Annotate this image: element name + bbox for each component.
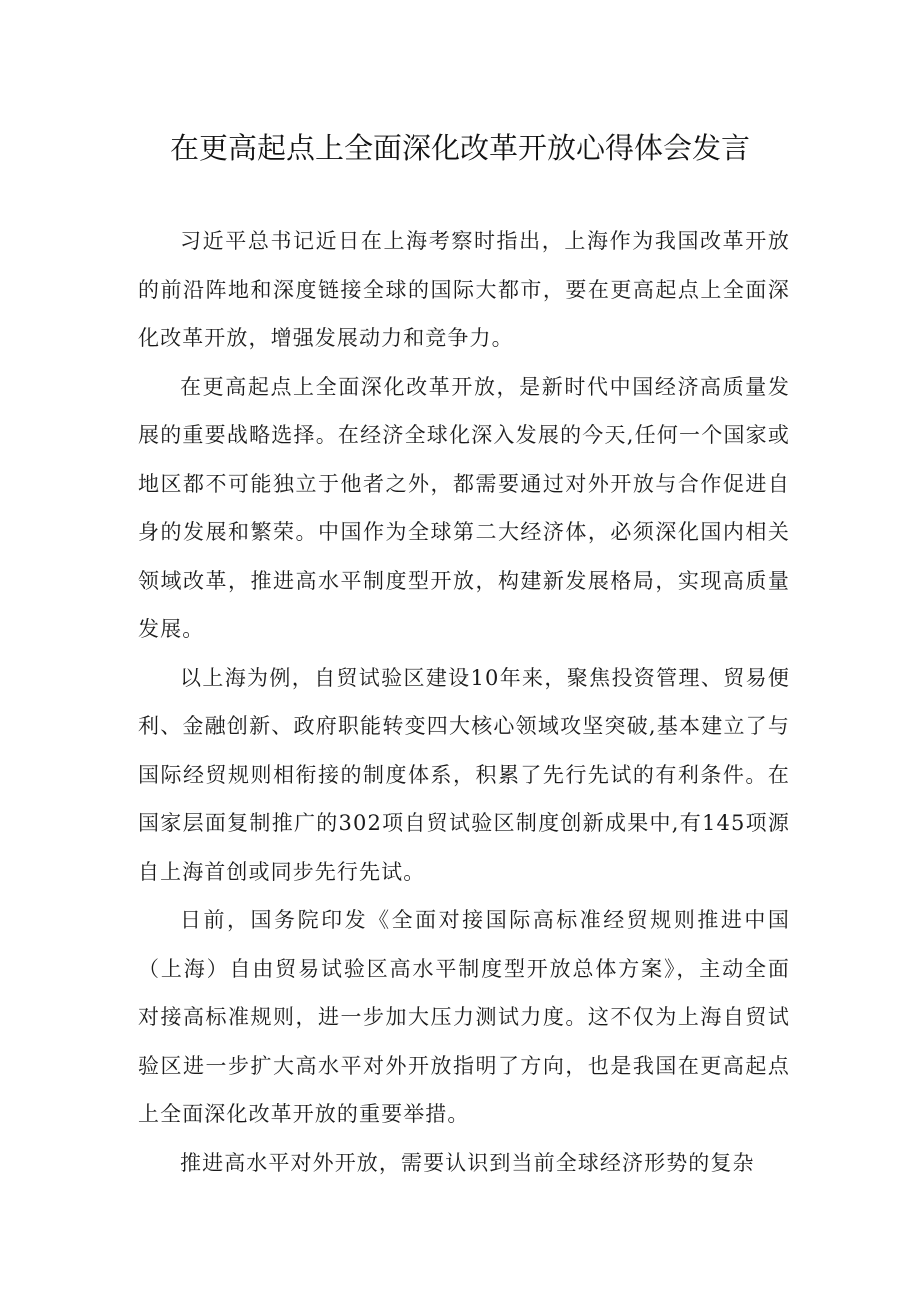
paragraph-3: 以上海为例，自贸试验区建设10年来，聚焦投资管理、贸易便利、金融创新、政府职能转变四大核心领域攻坚突破,基本建立了与国际经贸规则相衔接的制度体系，积累了先行先试的有利条件。在国家层面复制推广的302项自贸试验区制度创新成果中,有145项源自上海首创或同步先行先试。 (138, 665, 790, 884)
document-body (138, 217, 790, 1187)
document-title: 在更高起点上全面深化改革开放心得体会发言 (169, 131, 750, 165)
paragraph-5: 推进高水平对外开放，需要认识到当前全球经济形势的复杂 (180, 1150, 755, 1175)
paragraph-2: 在更高起点上全面深化改革开放，是新时代中国经济高质量发展的重要战略选择。在经济全球化深入发展的今天,任何一个国家或地区都不可能独立于他者之外，都需要通过对外开放与合作促进自身的发展和繁荣。中国作为全球第二大经济体，必须深化国内相关领域改革，推进高水平制度型开放，构建新发展格局，实现高质量发展。 (138, 374, 790, 641)
paragraph-1: 习近平总书记近日在上海考察时指出，上海作为我国改革开放的前沿阵地和深度链接全球的国际大都市，要在更高起点上全面深化改革开放，增强发展动力和竞争力。 (138, 229, 790, 350)
paragraph-4: 日前，国务院印发《全面对接国际高标准经贸规则推进中国（上海）自由贸易试验区高水平制度型开放总体方案》，主动全面对接高标准规则，进一步加大压力测试力度。这不仅为上海自贸试验区进一步扩大高水平对外开放指明了方向，也是我国在更高起点上全面深化改革开放的重要举措。 (138, 908, 790, 1126)
